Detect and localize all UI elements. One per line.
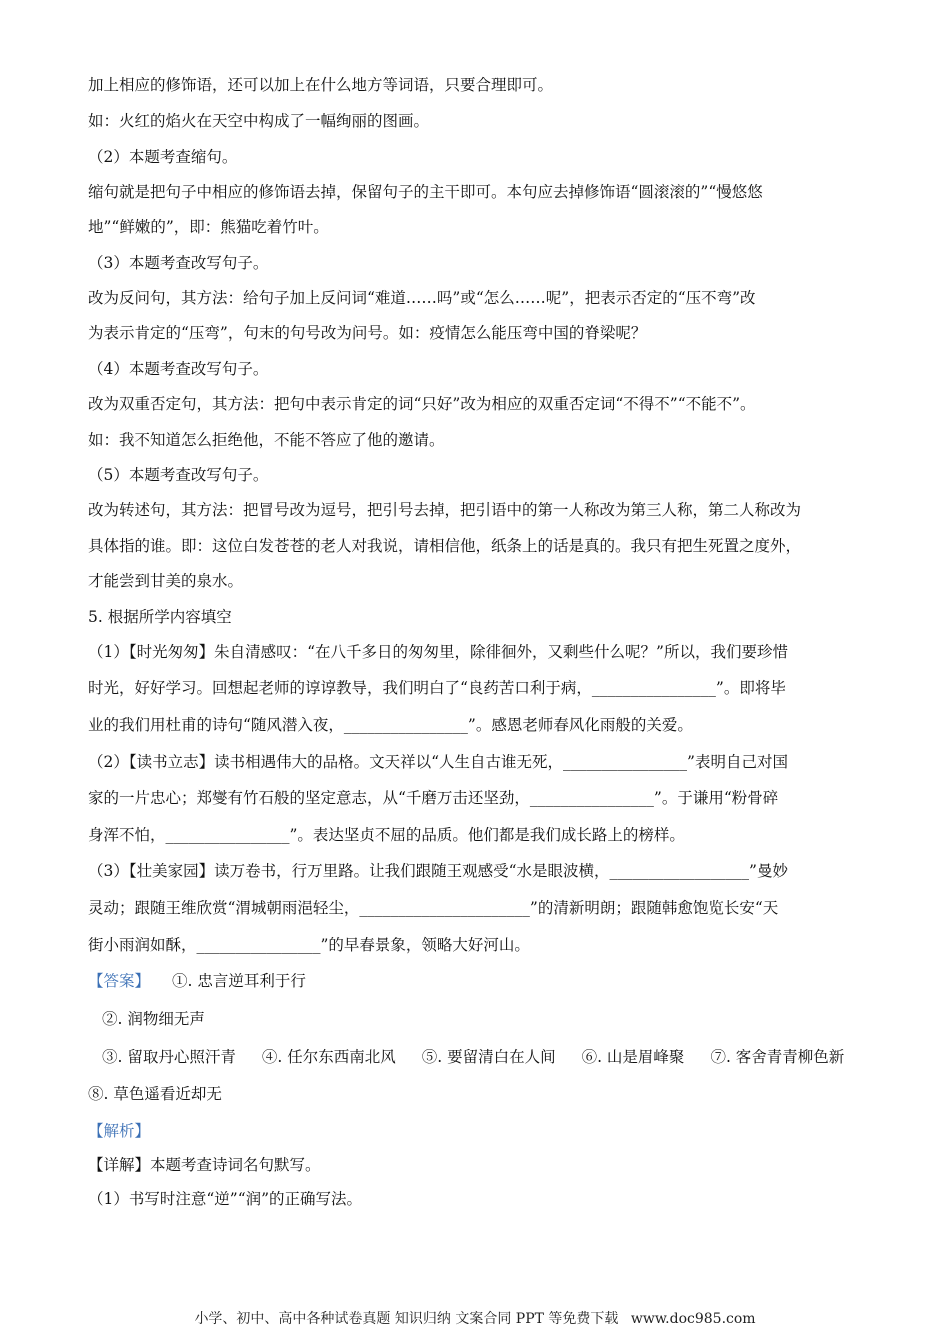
answer-item: ⑦. 客舍青青柳色新 (710, 1048, 845, 1066)
text-line: 身浑不怕，________________”。表达坚贞不屈的品质。他们都是我们成长路上的榜样。 (88, 826, 685, 844)
page-footer (0, 1308, 950, 1328)
text-line: 如：我不知道怎么拒绝他，不能不答应了他的邀请。 (88, 431, 445, 449)
text-line: 改为转述句，其方法：把冒号改为逗号，把引号去掉，把引语中的第一人称改为第三人称，第二人称改为 (88, 501, 802, 519)
text-line: 地”“鲜嫩的”，即：熊猫吃着竹叶。 (88, 218, 329, 236)
answer-line-1 (88, 970, 306, 992)
note-line: （1）书写时注意“逆”“润”的正确写法。 (88, 1190, 363, 1208)
text-line: （5）本题考查改写句子。 (88, 466, 269, 484)
answer-line-4 (88, 1083, 222, 1105)
text-line: （2）【读书立志】读书相遇伟大的品格。文天祥以“人生自古谁无死，________________”表明自己对国 (88, 753, 788, 771)
text-line: 街小雨润如酥，________________”的早春景象，领略大好河山。 (88, 936, 530, 954)
answer-item: ①. 忠言逆耳利于行 (172, 972, 306, 990)
text-line: 家的一片忠心；郑燮有竹石般的坚定意志，从“千磨万击还坚劲，________________”。于谦用“粉骨碎 (88, 789, 779, 807)
text-line: 时光，好好学习。回想起老师的谆谆教导，我们明白了“良药苦口利于病，________________”。即将毕 (88, 679, 786, 697)
text-line: （1）【时光匆匆】朱自清感叹：“在八千多日的匆匆里，除徘徊外，又剩些什么呢？”所以，我们要珍惜 (88, 643, 788, 661)
text-line: （3）本题考查改写句子。 (88, 254, 269, 272)
answer-line-3 (102, 1046, 844, 1068)
answer-item: ④. 任尔东西南北风 (261, 1048, 396, 1066)
analysis-tag: 【解析】 (88, 1122, 151, 1140)
footer-text: 小学、初中、高中各种试卷真题 知识归纳 文案合同 PPT 等免费下载 (194, 1311, 619, 1327)
text-line: 灵动；跟随王维欣赏“渭城朝雨浥轻尘，______________________”的清新明朗；跟随韩愈饱览长安“天 (88, 899, 779, 917)
text-line: 缩句就是把句子中相应的修饰语去掉，保留句子的主干即可。本句应去掉修饰语“圆滚滚的”“慢悠悠 (88, 183, 763, 201)
detail-line: 【详解】本题考查诗词名句默写。 (88, 1156, 321, 1174)
text-line: 如：火红的焰火在天空中构成了一幅绚丽的图画。 (88, 112, 430, 130)
answer-item: ③. 留取丹心照汗青 (102, 1048, 236, 1066)
answer-item: ⑧. 草色遥看近却无 (88, 1085, 222, 1103)
answer-item: ②. 润物细无声 (102, 1010, 205, 1028)
footer-link[interactable]: www.doc985.com (630, 1311, 756, 1327)
text-line: 才能尝到甘美的泉水。 (88, 572, 244, 590)
text-line: 改为反问句，其方法：给句子加上反问词“难道……吗”或“怎么……呢”，把表示否定的“压不弯”改 (88, 289, 756, 307)
answer-item: ⑤. 要留清白在人间 (421, 1048, 556, 1066)
text-line: （4）本题考查改写句子。 (88, 360, 269, 378)
text-line: 具体指的谁。即：这位白发苍苍的老人对我说，请相信他，纸条上的话是真的。我只有把生死置之度外， (88, 537, 802, 555)
text-line: （3）【壮美家园】读万卷书，行万里路。让我们跟随王观感受“水是眼波横，__________________”曼妙 (88, 862, 788, 880)
text-line: （2）本题考查缩句。 (88, 148, 238, 166)
answer-tag: 【答案】 (88, 972, 151, 990)
answer-item: ⑥. 山是眉峰聚 (581, 1048, 685, 1066)
text-line: 业的我们用杜甫的诗句“随风潜入夜，________________”。感恩老师春风化雨般的关爱。 (88, 716, 693, 734)
question-title: 5. 根据所学内容填空 (88, 608, 232, 626)
text-line: 加上相应的修饰语，还可以加上在什么地方等词语，只要合理即可。 (88, 76, 554, 94)
text-line: 为表示肯定的“压弯”，句末的句号改为问号。如：疫情怎么能压弯中国的脊梁呢？ (88, 324, 647, 342)
text-line: 改为双重否定句，其方法：把句中表示肯定的词“只好”改为相应的双重否定词“不得不”“不能不”。 (88, 395, 756, 413)
answer-line-2 (102, 1008, 205, 1030)
